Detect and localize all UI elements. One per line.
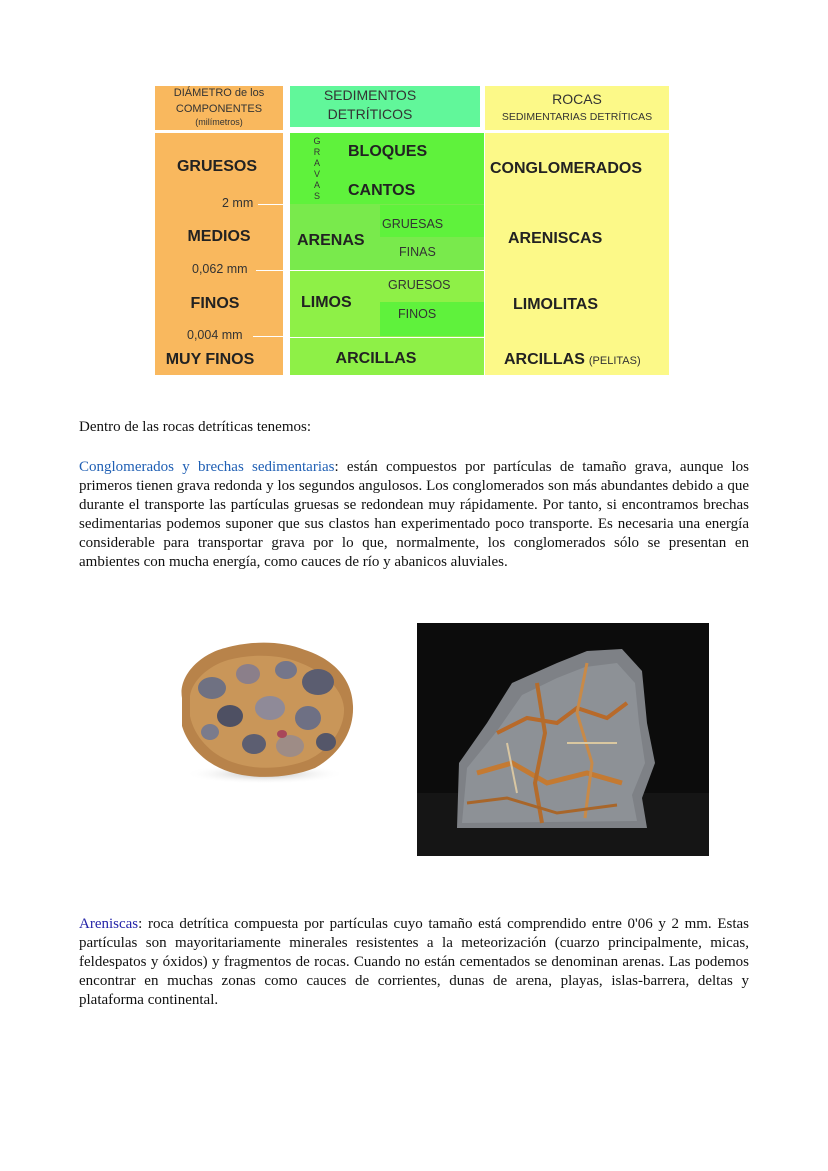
- sediment-arenas-finas: FINAS: [399, 245, 436, 259]
- header-diameter-line3: (milímetros): [195, 117, 243, 127]
- areniscas-term: Areniscas: [79, 916, 139, 932]
- boundary-2mm-line: [258, 204, 283, 205]
- conglomerados-term: Conglomerados y brechas sedimentarias: [79, 459, 335, 475]
- header-rocks: [485, 86, 669, 130]
- breccia-rock-image: [417, 623, 709, 856]
- header-sediments-line1: SEDIMENTOS: [323, 87, 417, 103]
- rock-conglomerados: CONGLOMERADOS: [490, 160, 642, 177]
- sediment-cantos: CANTOS: [348, 182, 416, 199]
- gravas-letter: V: [313, 169, 320, 179]
- size-medios: MEDIOS: [187, 228, 251, 245]
- areniscas-paragraph: [79, 915, 749, 1010]
- rock-pelitas: (PELITAS): [588, 355, 641, 367]
- header-diameter: [155, 86, 283, 130]
- conglomerados-paragraph: [79, 458, 749, 572]
- conglomerados-text: : están compuestos por partículas de tamaño grava, aunque los primeros tienen grava redonda y los segundos angulosos. Los conglomerados son más abundantes debido a que durante el transporte las partículas gruesas se redondean muy rápidamente. Por tanto, si encontramos brechas sedimentarias podemos suponer que sus clastos han experimentado poco transporte. Es necesaria una energía considerable para transportar grava por lo que, normalmente, los conglomerados sólo se presentan en ambientes con mucha energía, como cauces de río y abanicos aluviales.: [79, 459, 749, 570]
- header-rocks-line2: SEDIMENTARIAS DETRÍTICAS: [501, 111, 653, 123]
- gravas-letter: A: [313, 180, 320, 190]
- rock-limolitas: LIMOLITAS: [513, 296, 599, 313]
- gravas-vertical-label: [312, 136, 322, 202]
- size-gruesos: GRUESOS: [176, 158, 257, 175]
- header-rocks-line1: ROCAS: [552, 91, 602, 107]
- boundary-2mm: 2 mm: [222, 196, 254, 210]
- boundary-0062mm: 0,062 mm: [192, 262, 248, 276]
- sediment-limos: LIMOS: [301, 294, 352, 311]
- size-muy-finos: MUY FINOS: [165, 351, 255, 368]
- rock-areniscas: ARENISCAS: [508, 230, 603, 247]
- gravas-letter: A: [313, 158, 320, 168]
- gravas-letter: S: [313, 191, 320, 201]
- boundary-0004mm: 0,004 mm: [187, 328, 243, 342]
- sediment-limos-gruesos: GRUESOS: [388, 278, 451, 292]
- size-finos: FINOS: [190, 295, 240, 312]
- header-diameter-line2: COMPONENTES: [175, 103, 263, 115]
- gravas-letter: G: [313, 136, 321, 146]
- intro-paragraph: Dentro de las rocas detríticas tenemos:: [79, 419, 312, 435]
- sediment-limos-finos: FINOS: [398, 307, 437, 321]
- rock-arcillas-row: [504, 351, 641, 369]
- boundary-0062mm-line: [256, 270, 283, 271]
- header-diameter-line1: DIÁMETRO de los: [173, 87, 265, 99]
- sediment-arenas-gruesas: GRUESAS: [382, 217, 444, 231]
- boundary-0004mm-line: [253, 336, 283, 337]
- gravas-letter: R: [313, 147, 321, 157]
- sediment-bloques: BLOQUES: [348, 143, 428, 160]
- rock-arcillas: ARCILLAS: [504, 351, 585, 368]
- areniscas-text: : roca detrítica compuesta por partículas cuyo tamaño está comprendido entre 0'06 y 2 mm. Estas partículas son mayoritariamente minerales resistentes a la meteorización (cuarzo principalmente, micas, feldespatos y óxidos) y fragmentos de rocas. Cuando no están cementados se denominan arenas. Las podemos encontrar en muchas zonas como cauces de corrientes, dunas de arena, playas, islas-barrera, deltas y plataforma continental.: [79, 916, 749, 1008]
- header-sediments: [290, 86, 480, 127]
- conglomerate-rock-image: [170, 636, 360, 786]
- header-sediments-line2: DETRÍTICOS: [327, 106, 413, 122]
- sediment-arenas: ARENAS: [297, 232, 365, 249]
- sediment-arcillas: ARCILLAS: [335, 350, 417, 367]
